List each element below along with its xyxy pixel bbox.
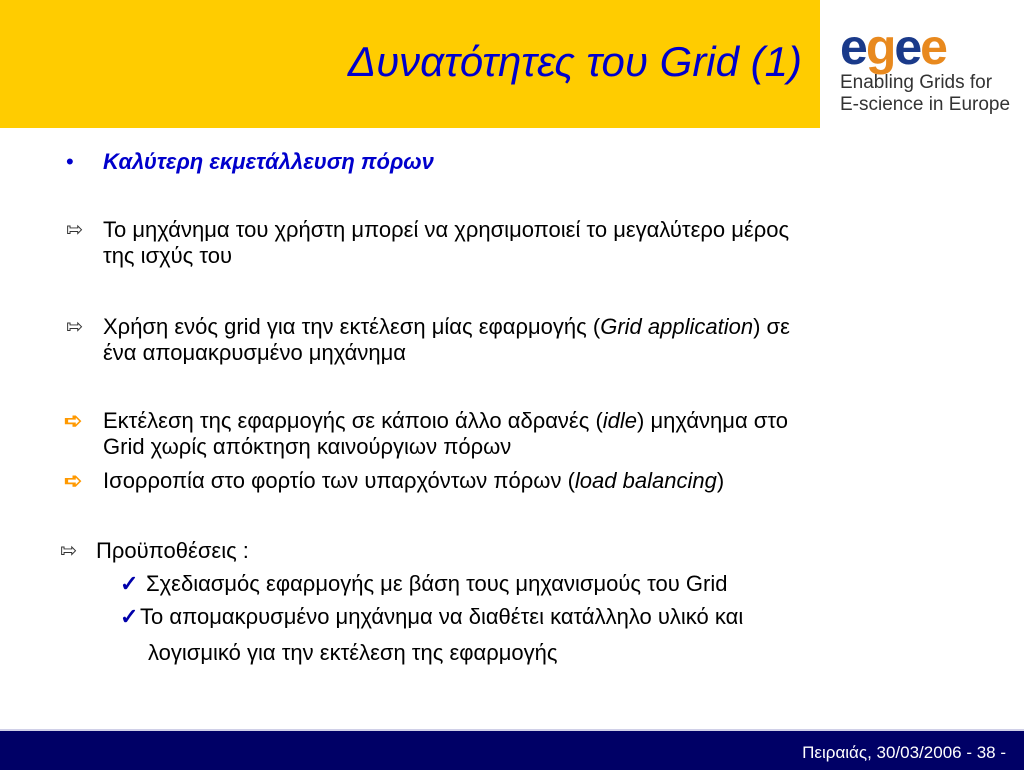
logo-wordmark: egee xyxy=(840,19,946,75)
heading-bullet: Καλύτερη εκμετάλλευση πόρων xyxy=(103,149,434,174)
hollow-arrow-icon: ⇰ xyxy=(66,219,83,241)
bullet-3-line-2: Grid χωρίς απόκτηση καινούργιων πόρων xyxy=(103,434,512,459)
checkmark-icon: ✓ xyxy=(120,604,139,629)
logo-tagline-1: Enabling Grids for xyxy=(840,72,993,93)
check-item-2-line-2: λογισμικό για την εκτέλεση της εφαρμογής xyxy=(148,640,558,665)
orange-arrow-icon: ➪ xyxy=(64,468,83,493)
logo-tagline-2: E-science in Europe xyxy=(840,94,1011,115)
footer-bar xyxy=(0,729,1024,770)
bullet-5: Προϋποθέσεις : xyxy=(96,538,249,563)
bullet-dot-icon: • xyxy=(66,149,74,174)
bullet-1-line-2: της ισχύς του xyxy=(103,243,233,268)
bullet-4: Ισορροπία στο φορτίο των υπαρχόντων πόρων (load balancing) xyxy=(103,468,725,493)
orange-arrow-icon: ➪ xyxy=(64,408,83,433)
footer-text: Πειραιάς, 30/03/2006 - 38 - xyxy=(802,743,1006,762)
hollow-arrow-icon: ⇰ xyxy=(60,540,77,562)
bullet-3-line-1: Εκτέλεση της εφαρμογής σε κάποιο άλλο αδρανές (idle) μηχάνημα στο xyxy=(103,408,788,433)
bullet-2-line-1: Χρήση ενός grid για την εκτέλεση μίας εφαρμογής (Grid application) σε xyxy=(103,314,790,339)
hollow-arrow-icon: ⇰ xyxy=(66,316,83,338)
slide-title: Δυνατότητες του Grid (1) xyxy=(347,38,802,85)
check-item-2-line-1: Το απομακρυσμένο μηχάνημα να διαθέτει κατάλληλο υλικό και xyxy=(140,604,744,629)
bullet-2-line-2: ένα απομακρυσμένο μηχάνημα xyxy=(103,340,407,365)
check-item-1: Σχεδιασμός εφαρμογής με βάση τους μηχανισμούς του Grid xyxy=(146,571,728,596)
checkmark-icon: ✓ xyxy=(120,571,139,596)
bullet-1-line-1: Το μηχάνημα του χρήστη μπορεί να χρησιμοποιεί το μεγαλύτερο μέρος xyxy=(103,217,790,242)
